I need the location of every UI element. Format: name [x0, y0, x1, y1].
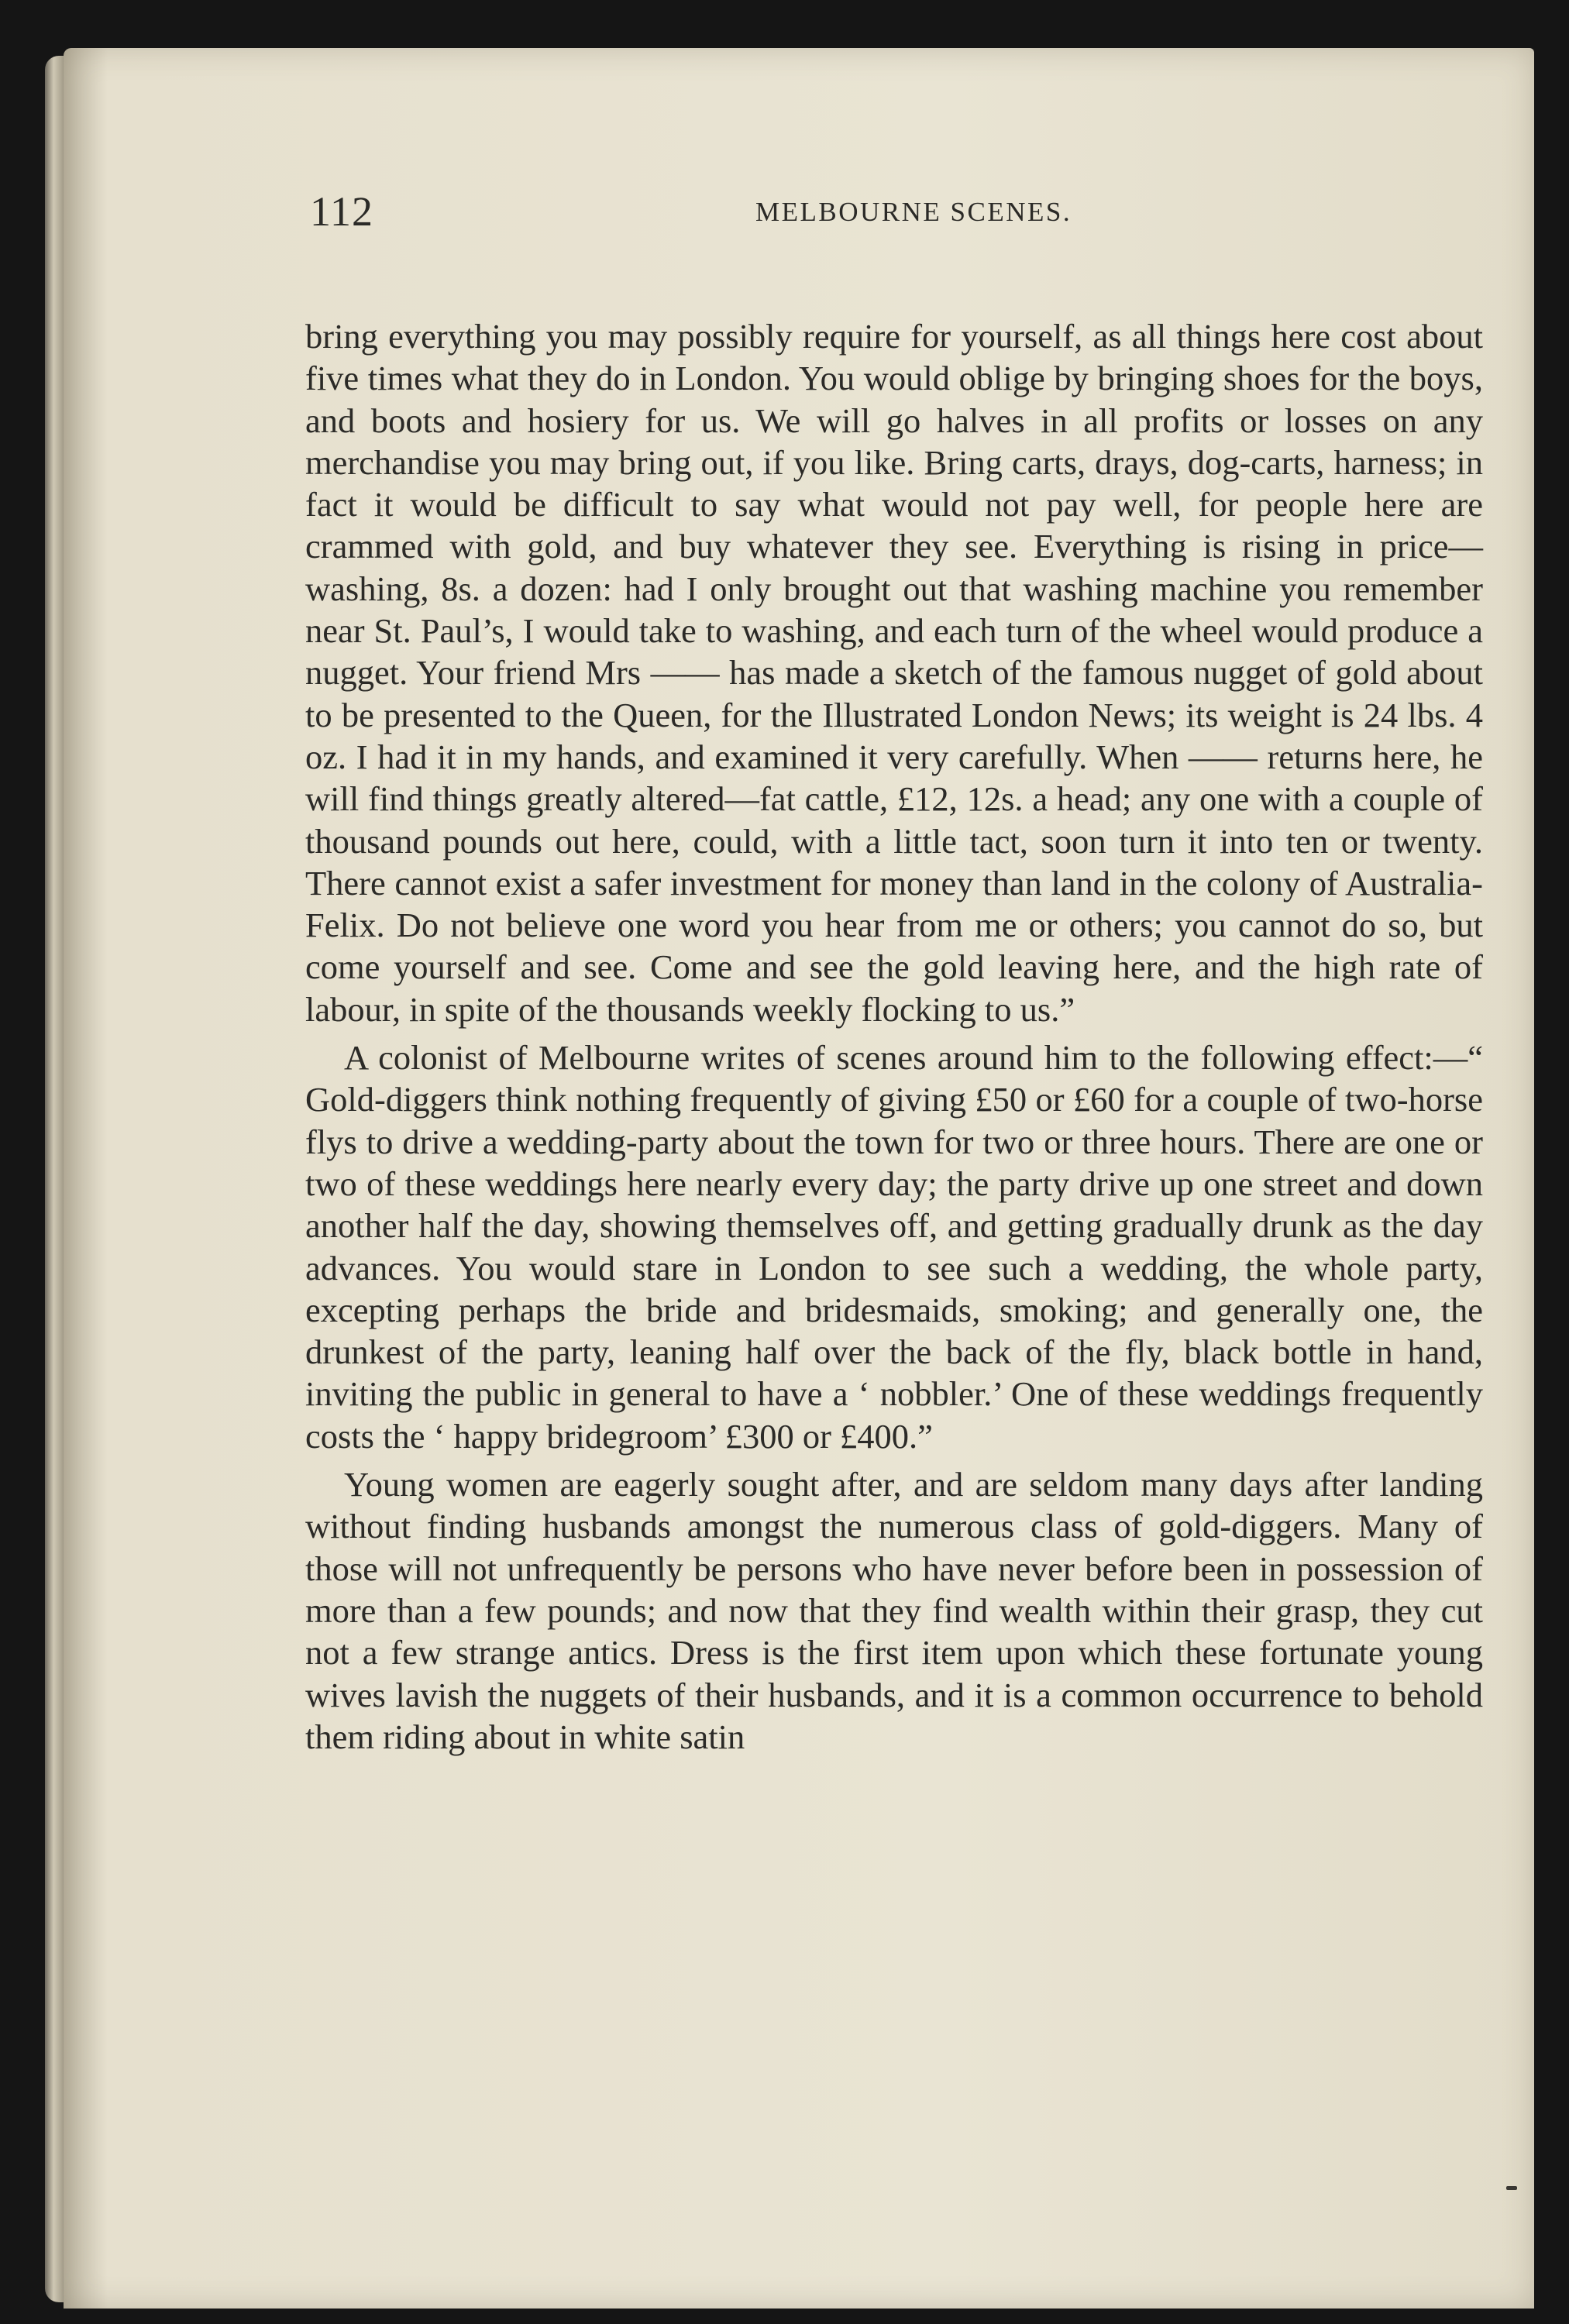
body-text	[305, 315, 1483, 1764]
running-head: MELBOURNE SCENES.	[755, 197, 1072, 227]
page-speck	[1506, 2186, 1517, 2190]
paragraph-letter-continuation: bring everything you may possibly require for yourself, as all things here cost about five times what they do in London. You would oblige by bringing shoes for the boys, and boots and hosiery for us. We will go halves in all profits or losses on any merchandise you may bring out, if you like. Bring carts, drays, dog-carts, harness; in fact it would be difficult to say what would not pay well, for people here are crammed with gold, and buy whatever they see. Everything is rising in price—washing, 8s. a dozen: had I only brought out that washing machine you remember near St. Paul’s, I would take to washing, and each turn of the wheel would produce a nugget. Your friend Mrs —— has made a sketch of the famous nugget of gold about to be presented to the Queen, for the Illustrated London News; its weight is 24 lbs. 4 oz. I had it in my hands, and examined it very carefully. When —— returns here, he will find things greatly altered—fat cattle, £12, 12s. a head; any one with a couple of thousand pounds out here, could, with a little tact, soon turn it into ten or twenty. There cannot exist a safer investment for money than land in the colony of Australia-Felix. Do not believe one word you hear from me or others; you cannot do so, but come yourself and see. Come and see the gold leaving here, and the high rate of labour, in spite of the thousands weekly flocking to us.”	[305, 317, 1483, 1029]
paragraph-young-women: Young women are eagerly sought after, and are seldom many days after landing without finding husbands amongst the numerous class of gold-diggers. Many of those will not unfrequently be persons who have never before been in possession of more than a few pounds; and now that they find wealth within their grasp, they cut not a few strange antics. Dress is the first item upon which these fortunate young wives lavish the nuggets of their husbands, and it is a common occurrence to behold them riding about in white satin	[305, 1465, 1483, 1756]
paragraph-colonist-weddings: A colonist of Melbourne writes of scenes around him to the following effect:—“ Gold-diggers think nothing frequently of giving £50 or £60 for a couple of two-horse flys to drive a wedding-party about the town for two or three hours. There are one or two of these weddings here nearly every day; the party drive up one street and down another half the day, showing themselves off, and getting gradually drunk as the day advances. You would stare in London to see such a wedding, the whole party, excepting perhaps the bride and bridesmaids, smoking; and generally one, the drunkest of the party, leaning half over the back of the fly, black bottle in hand, inviting the public in general to have a ‘ nobbler.’ One of these weddings frequently costs the ‘ happy bridegroom’ £300 or £400.”	[305, 1038, 1483, 1456]
page-header	[310, 187, 1472, 249]
book-page	[64, 48, 1534, 2309]
page-number: 112	[310, 188, 373, 235]
